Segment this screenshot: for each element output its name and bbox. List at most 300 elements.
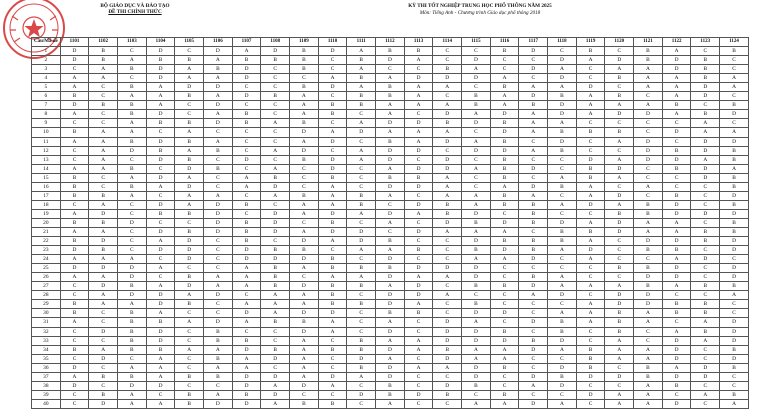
answer-cell: C <box>605 255 634 264</box>
answer-cell: C <box>433 399 462 408</box>
answer-cell: D <box>204 318 233 327</box>
answer-cell: A <box>576 182 605 191</box>
answer-cell: D <box>691 363 720 372</box>
answer-cell: B <box>720 47 749 56</box>
answer-cell: B <box>146 209 175 218</box>
table-body <box>32 47 749 409</box>
answer-cell: A <box>634 318 663 327</box>
answer-cell: C <box>318 354 347 363</box>
answer-cell: A <box>634 390 663 399</box>
answer-cell: C <box>548 255 577 264</box>
answer-cell: C <box>605 119 634 128</box>
answer-cell: B <box>490 155 519 164</box>
answer-cell: D <box>720 110 749 119</box>
answer-cell: A <box>290 209 319 218</box>
answer-cell: C <box>605 237 634 246</box>
answer-cell: A <box>376 74 405 83</box>
answer-cell: C <box>576 209 605 218</box>
answer-cell: A <box>605 101 634 110</box>
answer-cell: C <box>605 146 634 155</box>
answer-cell: D <box>490 336 519 345</box>
answer-cell: A <box>490 399 519 408</box>
answer-cell: C <box>89 182 118 191</box>
answer-cell: C <box>662 137 691 146</box>
answer-cell: C <box>175 218 204 227</box>
question-number: 35 <box>32 354 61 363</box>
answer-cell: D <box>232 74 261 83</box>
answer-cell: A <box>318 182 347 191</box>
answer-cell: D <box>462 119 491 128</box>
question-number: 16 <box>32 182 61 191</box>
answer-cell: D <box>290 282 319 291</box>
answer-cell: D <box>261 209 290 218</box>
answer-cell: C <box>89 381 118 390</box>
table-row <box>32 354 749 363</box>
answer-cell: B <box>118 110 147 119</box>
answer-cell: A <box>290 264 319 273</box>
answer-cell: D <box>662 237 691 246</box>
answer-cell: A <box>290 101 319 110</box>
answer-cell: B <box>634 363 663 372</box>
answer-cell: C <box>261 65 290 74</box>
answer-cell: A <box>60 209 89 218</box>
answer-cell: B <box>634 264 663 273</box>
answer-cell: D <box>347 227 376 236</box>
answer-cell: A <box>519 381 548 390</box>
answer-cell: B <box>519 101 548 110</box>
answer-cell: D <box>605 291 634 300</box>
answer-cell: C <box>691 399 720 408</box>
answer-cell: A <box>462 255 491 264</box>
answer-cell: D <box>146 300 175 309</box>
answer-cell: D <box>204 119 233 128</box>
answer-cell: B <box>433 345 462 354</box>
answer-cell: A <box>290 336 319 345</box>
table-row <box>32 182 749 191</box>
exam-code-header: 1104 <box>146 38 175 47</box>
answer-cell: B <box>720 182 749 191</box>
answer-cell: C <box>89 318 118 327</box>
answer-cell: B <box>118 101 147 110</box>
answer-cell: B <box>60 173 89 182</box>
answer-cell: C <box>118 200 147 209</box>
answer-cell: B <box>490 164 519 173</box>
answer-cell: C <box>433 255 462 264</box>
answer-cell: D <box>232 309 261 318</box>
answer-cell: A <box>118 363 147 372</box>
answer-cell: B <box>261 264 290 273</box>
answer-cell: B <box>175 390 204 399</box>
question-number: 32 <box>32 327 61 336</box>
answer-cell: A <box>232 182 261 191</box>
answer-cell: C <box>60 390 89 399</box>
answer-cell: C <box>576 65 605 74</box>
answer-cell: A <box>433 227 462 236</box>
answer-cell: C <box>347 164 376 173</box>
answer-cell: A <box>89 300 118 309</box>
table-row <box>32 291 749 300</box>
answer-cell: A <box>605 155 634 164</box>
answer-cell: C <box>519 390 548 399</box>
answer-cell: D <box>318 227 347 236</box>
answer-cell: C <box>232 128 261 137</box>
exam-code-header: 1106 <box>204 38 233 47</box>
table-row <box>32 128 749 137</box>
answer-cell: A <box>118 255 147 264</box>
answer-cell: C <box>720 300 749 309</box>
answer-cell: A <box>318 381 347 390</box>
answer-cell: D <box>462 327 491 336</box>
answer-cell: B <box>634 209 663 218</box>
answer-cell: A <box>720 164 749 173</box>
answer-cell: C <box>204 128 233 137</box>
answer-cell: B <box>204 327 233 336</box>
answer-cell: B <box>576 173 605 182</box>
corner-header: Câu/Mã đề <box>32 38 61 47</box>
answer-cell: A <box>318 74 347 83</box>
answer-cell: B <box>433 119 462 128</box>
question-number: 20 <box>32 218 61 227</box>
answer-cell: B <box>433 65 462 74</box>
answer-cell: C <box>261 336 290 345</box>
answer-cell: D <box>433 218 462 227</box>
answer-cell: D <box>146 336 175 345</box>
answer-cell: B <box>490 282 519 291</box>
answer-cell: B <box>462 246 491 255</box>
answer-cell: D <box>462 209 491 218</box>
answer-cell: C <box>204 246 233 255</box>
answer-cell: D <box>232 381 261 390</box>
answer-cell: A <box>433 182 462 191</box>
answer-cell: C <box>232 164 261 173</box>
answer-cell: D <box>462 372 491 381</box>
answer-cell: D <box>318 209 347 218</box>
answer-cell: C <box>490 318 519 327</box>
question-number: 8 <box>32 110 61 119</box>
answer-cell: B <box>662 101 691 110</box>
answer-cell: A <box>204 137 233 146</box>
answer-cell: C <box>433 146 462 155</box>
answer-cell: A <box>605 282 634 291</box>
answer-cell: D <box>118 273 147 282</box>
exam-code-header: 1123 <box>691 38 720 47</box>
answer-cell: A <box>89 65 118 74</box>
answer-cell: A <box>290 354 319 363</box>
answer-cell: D <box>89 399 118 408</box>
answer-cell: D <box>404 74 433 83</box>
answer-cell: D <box>576 200 605 209</box>
answer-cell: C <box>118 237 147 246</box>
answer-cell: C <box>404 381 433 390</box>
answer-cell: D <box>318 47 347 56</box>
answer-cell: D <box>376 327 405 336</box>
answer-cell: A <box>376 399 405 408</box>
answer-cell: A <box>462 110 491 119</box>
answer-cell: C <box>146 255 175 264</box>
answer-cell: A <box>462 164 491 173</box>
answer-cell: D <box>662 345 691 354</box>
answer-cell: D <box>204 399 233 408</box>
answer-cell: A <box>89 74 118 83</box>
answer-cell: B <box>490 173 519 182</box>
table-row <box>32 282 749 291</box>
answer-cell: B <box>318 255 347 264</box>
answer-cell: A <box>261 399 290 408</box>
answer-cell: C <box>720 56 749 65</box>
answer-cell: B <box>691 327 720 336</box>
answer-cell: D <box>204 227 233 236</box>
answer-cell: C <box>605 246 634 255</box>
answer-cell: C <box>404 372 433 381</box>
answer-cell: A <box>548 65 577 74</box>
answer-cell: D <box>232 345 261 354</box>
answer-cell: B <box>490 137 519 146</box>
answer-cell: B <box>720 173 749 182</box>
answer-cell: D <box>376 155 405 164</box>
table-row <box>32 173 749 182</box>
answer-cell: B <box>376 137 405 146</box>
answer-cell: A <box>634 74 663 83</box>
answer-cell: A <box>605 200 634 209</box>
answer-cell: A <box>60 227 89 236</box>
answer-cell: D <box>204 218 233 227</box>
answer-cell: B <box>490 237 519 246</box>
answer-cell: A <box>204 92 233 101</box>
answer-cell: B <box>232 336 261 345</box>
answer-cell: D <box>605 372 634 381</box>
answer-cell: A <box>662 227 691 236</box>
answer-cell: C <box>261 155 290 164</box>
answer-cell: B <box>89 56 118 65</box>
answer-cell: A <box>519 146 548 155</box>
answer-cell: D <box>519 65 548 74</box>
answer-cell: D <box>462 74 491 83</box>
answer-cell: D <box>433 137 462 146</box>
answer-cell: D <box>548 336 577 345</box>
answer-cell: A <box>146 282 175 291</box>
answer-cell: B <box>89 246 118 255</box>
exam-code-header: 1113 <box>404 38 433 47</box>
answer-cell: C <box>433 282 462 291</box>
table-row <box>32 327 749 336</box>
answer-cell: D <box>634 273 663 282</box>
answer-cell: C <box>175 354 204 363</box>
answer-cell: C <box>634 191 663 200</box>
answer-cell: C <box>60 119 89 128</box>
answer-cell: C <box>347 218 376 227</box>
answer-cell: B <box>261 273 290 282</box>
answer-cell: B <box>376 173 405 182</box>
answer-cell: C <box>89 110 118 119</box>
answer-cell: C <box>60 291 89 300</box>
answer-cell: B <box>519 209 548 218</box>
answer-cell: B <box>290 47 319 56</box>
answer-cell: B <box>347 336 376 345</box>
answer-cell: B <box>634 47 663 56</box>
answer-cell: C <box>60 399 89 408</box>
question-number: 1 <box>32 47 61 56</box>
answer-cell: A <box>204 282 233 291</box>
answer-cell: A <box>318 128 347 137</box>
answer-cell: A <box>261 300 290 309</box>
question-number: 19 <box>32 209 61 218</box>
answer-cell: B <box>290 246 319 255</box>
answer-cell: B <box>232 218 261 227</box>
answer-cell: D <box>662 399 691 408</box>
answer-cell: D <box>634 137 663 146</box>
answer-cell: D <box>146 327 175 336</box>
answer-cell: C <box>118 74 147 83</box>
answer-cell: D <box>290 237 319 246</box>
answer-cell: D <box>290 327 319 336</box>
answer-cell: B <box>462 381 491 390</box>
answer-cell: C <box>490 291 519 300</box>
answer-cell: D <box>548 137 577 146</box>
answer-cell: A <box>347 65 376 74</box>
answer-cell: A <box>662 218 691 227</box>
exam-code-header: 1114 <box>433 38 462 47</box>
answer-cell: A <box>60 372 89 381</box>
answer-cell: A <box>605 336 634 345</box>
answer-cell: A <box>634 309 663 318</box>
answer-cell: A <box>376 101 405 110</box>
answer-cell: B <box>290 83 319 92</box>
answer-cell: B <box>118 83 147 92</box>
answer-cell: C <box>691 246 720 255</box>
answer-cell: D <box>347 354 376 363</box>
answer-cell: C <box>691 291 720 300</box>
answer-cell: A <box>634 218 663 227</box>
answer-cell: A <box>60 164 89 173</box>
answer-cell: A <box>404 273 433 282</box>
answer-cell: C <box>404 65 433 74</box>
answer-cell: C <box>175 309 204 318</box>
answer-cell: D <box>404 264 433 273</box>
answer-key-table <box>31 37 749 409</box>
answer-cell: A <box>519 128 548 137</box>
answer-cell: D <box>548 74 577 83</box>
answer-cell: C <box>146 128 175 137</box>
answer-cell: A <box>232 47 261 56</box>
answer-cell: A <box>576 218 605 227</box>
answer-cell: D <box>605 300 634 309</box>
answer-cell: B <box>89 191 118 200</box>
answer-cell: A <box>118 390 147 399</box>
answer-cell: B <box>261 92 290 101</box>
answer-cell: B <box>318 264 347 273</box>
answer-cell: A <box>146 83 175 92</box>
answer-cell: D <box>433 110 462 119</box>
answer-cell: B <box>691 56 720 65</box>
answer-cell: B <box>433 209 462 218</box>
answer-cell: B <box>290 155 319 164</box>
answer-cell: D <box>146 110 175 119</box>
exam-code-header: 1120 <box>605 38 634 47</box>
answer-cell: C <box>290 173 319 182</box>
answer-cell: C <box>662 390 691 399</box>
answer-cell: D <box>519 92 548 101</box>
answer-cell: A <box>318 191 347 200</box>
answer-cell: D <box>576 372 605 381</box>
answer-cell: D <box>89 354 118 363</box>
answer-cell: D <box>720 318 749 327</box>
answer-cell: A <box>433 191 462 200</box>
answer-cell: A <box>576 101 605 110</box>
answer-cell: A <box>462 354 491 363</box>
answer-cell: C <box>634 119 663 128</box>
answer-cell: B <box>576 227 605 236</box>
answer-cell: B <box>60 191 89 200</box>
answer-cell: A <box>146 372 175 381</box>
answer-cell: D <box>720 137 749 146</box>
table-row <box>32 399 749 408</box>
answer-cell: C <box>519 74 548 83</box>
answer-cell: D <box>605 164 634 173</box>
answer-cell: C <box>720 309 749 318</box>
answer-cell: B <box>404 173 433 182</box>
answer-cell: C <box>490 372 519 381</box>
exam-header <box>330 3 630 16</box>
answer-cell: D <box>490 128 519 137</box>
answer-cell: B <box>519 273 548 282</box>
answer-cell: B <box>576 128 605 137</box>
table-row <box>32 318 749 327</box>
answer-cell: C <box>60 65 89 74</box>
answer-cell: C <box>691 381 720 390</box>
answer-cell: B <box>634 282 663 291</box>
exam-code-header: 1124 <box>720 38 749 47</box>
answer-cell: A <box>60 318 89 327</box>
answer-cell: D <box>462 237 491 246</box>
question-number: 34 <box>32 345 61 354</box>
answer-cell: C <box>118 209 147 218</box>
question-number: 2 <box>32 56 61 65</box>
answer-cell: C <box>318 119 347 128</box>
answer-cell: D <box>290 146 319 155</box>
answer-cell: D <box>318 372 347 381</box>
answer-cell: D <box>662 336 691 345</box>
answer-cell: B <box>118 345 147 354</box>
answer-cell: A <box>146 237 175 246</box>
answer-cell: D <box>89 282 118 291</box>
answer-cell: A <box>318 273 347 282</box>
table-row <box>32 336 749 345</box>
answer-cell: D <box>691 164 720 173</box>
answer-cell: C <box>347 309 376 318</box>
answer-cell: A <box>146 399 175 408</box>
answer-cell: B <box>376 390 405 399</box>
ministry-name: BỘ GIÁO DỤC VÀ ĐÀO TẠO <box>100 3 170 9</box>
answer-cell: D <box>691 173 720 182</box>
answer-cell: D <box>376 255 405 264</box>
answer-cell: A <box>118 56 147 65</box>
answer-cell: B <box>290 318 319 327</box>
answer-cell: C <box>146 273 175 282</box>
answer-cell: B <box>232 200 261 209</box>
answer-cell: D <box>605 110 634 119</box>
answer-cell: C <box>347 182 376 191</box>
answer-cell: C <box>318 65 347 74</box>
answer-cell: A <box>404 101 433 110</box>
answer-cell: D <box>89 237 118 246</box>
answer-cell: B <box>605 264 634 273</box>
answer-cell: B <box>347 300 376 309</box>
answer-cell: C <box>232 327 261 336</box>
answer-cell: D <box>462 363 491 372</box>
answer-cell: A <box>433 291 462 300</box>
answer-cell: A <box>261 381 290 390</box>
answer-cell: D <box>605 218 634 227</box>
